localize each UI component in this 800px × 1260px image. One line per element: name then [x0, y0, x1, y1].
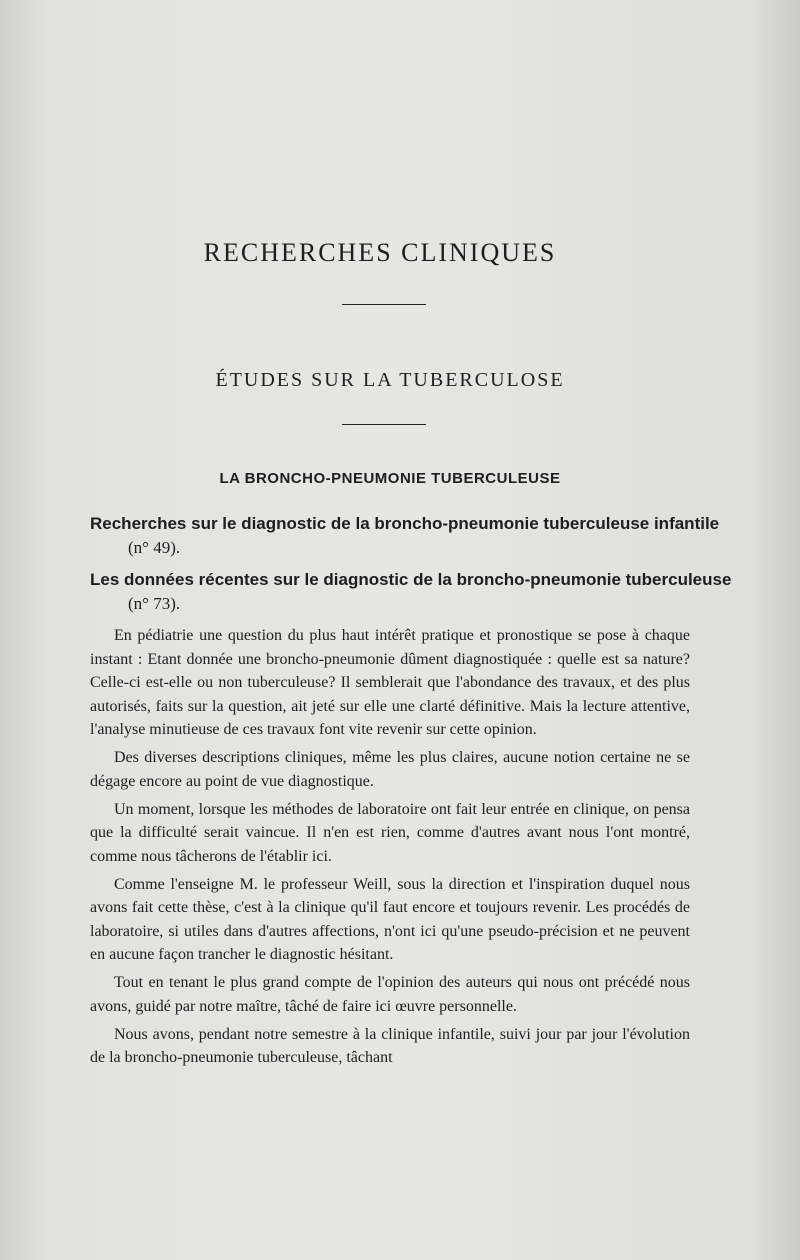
reference-number: (n° 49). — [128, 538, 181, 557]
reference-number: (n° 73). — [128, 594, 181, 613]
paragraph: Des diverses descriptions cliniques, même les plus claires, aucune notion certaine ne se dégage encore au point de vue diagnostique. — [90, 749, 690, 790]
paragraph: En pédiatrie une question du plus haut intérêt pratique et pronostique se pose à chaque instant : Etant donnée une broncho-pneumonie dûment diagnostiquée : quelle est sa nature? Celle-ci est-elle ou non tuberculeuse? Il semblerait que l'abondance des travaux, et des plus autorisés, faits sur la question, ait jeté sur elle une clarté définitive. Mais la lecture attentive, l'analyse minutieuse de ces travaux font vite revenir sur cette opinion. — [90, 627, 690, 738]
reference-entry — [90, 568, 738, 616]
paragraph: Comme l'enseigne M. le professeur Weill, sous la direction et l'inspiration duquel nous avons fait cette thèse, c'est à la clinique qu'il faut encore et toujours revenir. Les procédés de laboratoire, si utiles dans d'autres affections, n'ont ici qu'une pseudo-précision et ne peuvent en aucune façon trancher le diagnostic hésitant. — [90, 875, 690, 963]
page-subtitle: ÉTUDES SUR LA TUBERCULOSE — [215, 369, 565, 391]
paragraph: Un moment, lorsque les méthodes de laboratoire ont fait leur entrée en clinique, on pensa que la difficulté serait vaincue. Il n'en est rien, comme d'autres avant nous l'ont montré, comme nous tâcherons de l'établir ici. — [90, 800, 690, 865]
section-heading: LA BRONCHO-PNEUMONIE TUBERCULEUSE — [219, 470, 561, 487]
body-text — [90, 624, 690, 1074]
title-divider — [342, 304, 426, 305]
subtitle-divider — [342, 424, 426, 425]
reference-text: Recherches sur le diagnostic de la broncho-pneumonie tuberculeuse infantile — [90, 514, 720, 533]
page-title: RECHERCHES CLINIQUES — [203, 238, 557, 267]
reference-entry — [90, 512, 738, 560]
reference-text: Les données récentes sur le diagnostic de la broncho-pneumonie tuberculeuse — [90, 570, 732, 589]
paragraph: Tout en tenant le plus grand compte de l'opinion des auteurs qui nous ont précédé nous avons, guidé par notre maître, tâché de faire ici œuvre personnelle. — [90, 974, 690, 1015]
paragraph: Nous avons, pendant notre semestre à la clinique infantile, suivi jour par jour l'évolution de la broncho-pneumonie tuberculeuse, tâchant — [90, 1025, 690, 1066]
